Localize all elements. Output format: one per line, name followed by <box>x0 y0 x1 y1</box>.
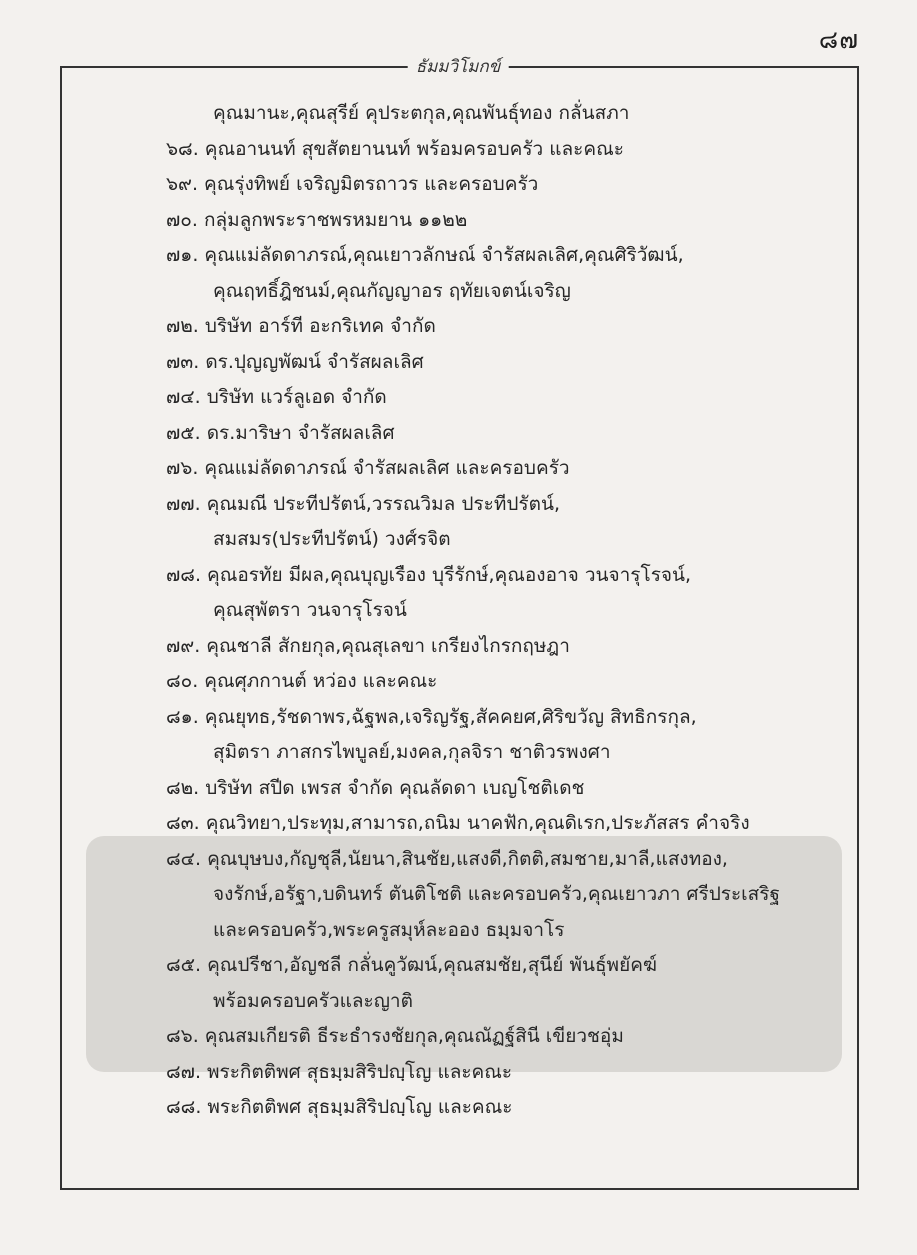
entry-text: จงรักษ์,อรัฐา,บดินทร์ ตันติโชติ และครอบครัว,คุณเยาวภา ศรีประเสริฐ <box>213 883 780 905</box>
entry-text: คุณสมเกียรติ ธีระธำรงชัยกุล,คุณณัฏฐ์สินี เขียวชอุ่ม <box>204 1025 624 1047</box>
entry-text: คุณสุพัตรา วนจารุโรจน์ <box>213 599 407 621</box>
entry-number: ๗๙. <box>166 634 201 657</box>
entry-number: ๗๑. <box>166 244 199 266</box>
list-item <box>166 1055 512 1091</box>
entry-number: ๗๓. <box>166 350 200 373</box>
header-label: ธัมมวิโมกข์ <box>408 53 509 80</box>
entry-text: คุณแม่ลัดดาภรณ์ จำรัสผลเลิศ และครอบครัว <box>204 457 570 479</box>
entry-text: บริษัท แวร์ลูเอด จำกัด <box>206 386 387 408</box>
entry-text: และครอบครัว,พระครูสมุห์ละออง ธมฺมจาโร <box>213 918 565 941</box>
entry-text: คุณมานะ,คุณสุรีย์ คุประตกุล,คุณพันธุ์ทอง กลั่นสภา <box>213 102 630 124</box>
list-item <box>166 948 657 1019</box>
entry-number: ๗๕. <box>166 421 201 444</box>
entry-text: คุณมณี ประทีปรัตน์,วรรณวิมล ประทีปรัตน์, <box>206 492 560 515</box>
list-item <box>166 203 467 239</box>
list-item <box>166 238 684 309</box>
entry-text: บริษัท อาร์ที อะกริเทค จำกัด <box>204 315 436 337</box>
entry-text: คุณแม่ลัดดาภรณ์,คุณเยาวลักษณ์ จำรัสผลเลิศ,คุณศิริวัฒน์, <box>204 244 684 266</box>
entry-text: คุณวิทยา,ประทุม,สามารถ,ถนิม นาคฟัก,คุณดิเรก,ประภัสสร คำจริง <box>205 812 750 834</box>
entry-text: คุณปรีชา,อัญชลี กลั่นคูวัฒน์,คุณสมชัย,สุนีย์ พันธุ์พยัคฆ์ <box>207 954 658 976</box>
list-item <box>166 558 691 629</box>
list-item <box>166 771 584 807</box>
entry-text: คุณอรทัย มีผล,คุณบุญเรือง บุรีรักษ์,คุณองอาจ วนจารุโรจน์, <box>207 563 692 586</box>
entry-number: ๘๑. <box>166 705 199 728</box>
content-frame <box>60 66 859 1190</box>
entry-number: ๘๕. <box>166 954 202 976</box>
entry-number: ๘๖. <box>166 1025 199 1047</box>
entry-number: ๘๒. <box>166 776 200 799</box>
list-item <box>166 345 424 381</box>
entry-number: ๗๐. <box>166 208 198 231</box>
entry-text: พระกิตติพศ สุธมฺมสิริปญฺโญ และคณะ <box>207 1096 513 1118</box>
list-item <box>166 451 570 487</box>
list-item <box>213 96 629 132</box>
entry-text: คุณยุทธ,รัชดาพร,ฉัฐพล,เจริญรัฐ,สัคคยศ,ศิริขวัญ สิทธิกรกุล, <box>204 705 697 728</box>
entry-number: ๘๐. <box>166 670 199 692</box>
entry-number: ๖๘. <box>166 137 199 160</box>
list-item <box>166 487 560 558</box>
entry-text: สุมิตรา ภาสกรไพบูลย์,มงคล,กุลจิรา ชาติวรพงศา <box>213 741 611 763</box>
entry-text: คุณรุ่งทิพย์ เจริญมิตรถาวร และครอบครัว <box>204 173 539 195</box>
entry-number: ๗๘. <box>166 563 201 586</box>
entry-text: คุณฤทธิ์ฎิชนม์,คุณกัญญาอร ฤทัยเจตน์เจริญ <box>213 279 571 302</box>
entry-number: ๗๖. <box>166 457 199 479</box>
list-item <box>166 167 538 203</box>
entry-text: คุณบุษบง,กัญชุลี,นัยนา,สินชัย,แสงดี,กิตติ,สมชาย,มาลี,แสงทอง, <box>207 847 728 870</box>
list-item <box>166 629 570 665</box>
entry-number: ๘๓. <box>166 812 200 834</box>
entry-number: ๗๗. <box>166 492 201 515</box>
entry-text: คุณชาลี สักยกุล,คุณสุเลขา เกรียงไกรกฤษฎา <box>206 634 570 657</box>
entry-number: ๗๒. <box>166 315 199 337</box>
entry-text: สมสมร(ประทีปรัตน์) วงศ์รจิต <box>213 528 451 550</box>
entry-number: ๘๔. <box>166 847 202 870</box>
entry-text: คุณอานนท์ สุขสัตยานนท์ พร้อมครอบครัว และคณะ <box>204 137 624 160</box>
entry-text: พระกิตติพศ สุธมฺมสิริปญฺโญ และคณะ <box>207 1060 513 1083</box>
page-number: ๘๗ <box>818 25 859 54</box>
entry-text: ดร.มาริษา จำรัสผลเลิศ <box>206 421 395 444</box>
entry-text: พร้อมครอบครัวและญาติ <box>213 989 413 1012</box>
entry-number: ๘๘. <box>166 1096 202 1118</box>
entry-text: คุณศุภกานต์ หว่อง และคณะ <box>204 670 438 692</box>
entry-text: บริษัท สปีด เพรส จำกัด คุณลัดดา เบญโชติเดช <box>205 776 585 799</box>
list-item <box>166 806 750 842</box>
list-item <box>166 132 624 168</box>
entry-text: กลุ่มลูกพระราชพรหมยาน ๑๑๒๒ <box>203 208 468 231</box>
entry-text: ดร.ปุญญพัฒน์ จำรัสผลเลิศ <box>205 350 424 373</box>
entry-number: ๗๔. <box>166 386 201 408</box>
list-item <box>166 842 780 949</box>
list-item <box>166 380 387 416</box>
list-item <box>166 1090 512 1126</box>
entry-number: ๘๗. <box>166 1060 201 1083</box>
list-item <box>166 664 437 700</box>
list-item <box>166 416 395 452</box>
list-item <box>166 309 436 345</box>
entry-number: ๖๙. <box>166 173 199 195</box>
list-item <box>166 1019 624 1055</box>
list-item <box>166 700 697 771</box>
